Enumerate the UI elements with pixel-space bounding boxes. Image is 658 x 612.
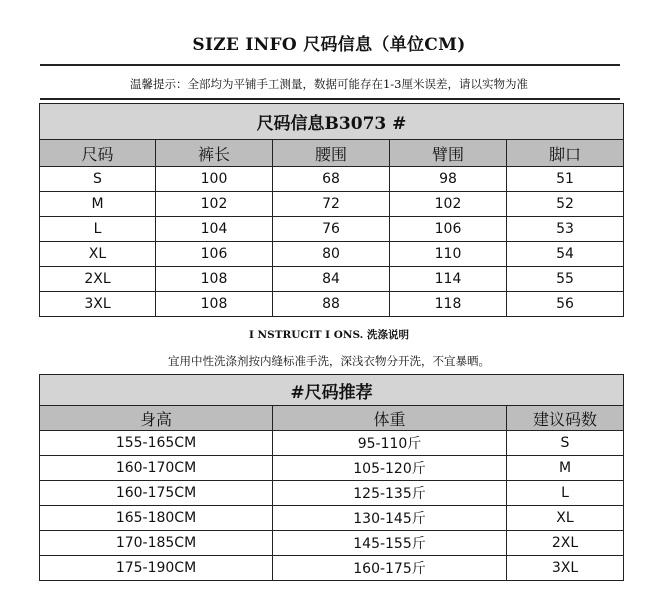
column-header: 体重 [273,406,507,431]
table-cell: 145-155斤 [273,531,507,556]
column-header: 腰围 [273,140,390,167]
table-cell: 68 [273,167,390,192]
column-header: 臂围 [390,140,507,167]
table-cell: 160-170CM [40,456,273,481]
table-row [40,506,624,531]
table-cell: 104 [156,217,273,242]
table-cell: 2XL [40,267,156,292]
table-row [40,267,624,292]
table-cell: 114 [390,267,507,292]
table-row [40,531,624,556]
column-header: 尺码 [40,140,156,167]
table-cell: 3XL [40,292,156,317]
table-cell: 108 [156,292,273,317]
table-cell: 160-175斤 [273,556,507,581]
table-cell: 76 [273,217,390,242]
table-cell: 53 [507,217,624,242]
table-cell: 160-175CM [40,481,273,506]
table-row [40,456,624,481]
table-cell: 125-135斤 [273,481,507,506]
table-row [40,167,624,192]
wash-note: 宜用中性洗涤剂按内缝标准手洗，深浅衣物分开洗，不宜暴晒。 [168,354,490,368]
instructions-title: I NSTRUCIT I ONS. 洗涤说明 [248,329,409,341]
size-info-table [39,103,624,317]
table-cell: 95-110斤 [273,431,507,456]
table-cell: 118 [390,292,507,317]
table-row [40,292,624,317]
table-cell: 110 [390,242,507,267]
table-cell: 3XL [507,556,624,581]
table-row [40,192,624,217]
page-title: SIZE INFO 尺码信息（单位CM) [192,35,466,55]
table-cell: S [40,167,156,192]
table-cell: 130-145斤 [273,506,507,531]
recommend-table-header-row [40,406,624,431]
table-cell: 51 [507,167,624,192]
table-cell: 56 [507,292,624,317]
table-cell: 102 [390,192,507,217]
table-cell: 98 [390,167,507,192]
table-cell: 54 [507,242,624,267]
table-cell: M [40,192,156,217]
table-cell: XL [507,506,624,531]
table-cell: 155-165CM [40,431,273,456]
table-cell: 170-185CM [40,531,273,556]
table-cell: 72 [273,192,390,217]
table-cell: 175-190CM [40,556,273,581]
table-row [40,481,624,506]
table-cell: 106 [156,242,273,267]
table-cell: 102 [156,192,273,217]
table-cell: 165-180CM [40,506,273,531]
column-header: 建议码数 [507,406,624,431]
recommend-table-caption: #尺码推荐 [40,375,624,406]
column-header: 脚口 [507,140,624,167]
table-cell: 80 [273,242,390,267]
table-cell: XL [40,242,156,267]
table-cell: 88 [273,292,390,317]
table-cell: M [507,456,624,481]
table-cell: S [507,431,624,456]
notice-divider [40,98,620,100]
table-cell: 100 [156,167,273,192]
table-row [40,556,624,581]
table-row [40,242,624,267]
table-cell: 52 [507,192,624,217]
table-cell: L [507,481,624,506]
table-row [40,217,624,242]
table-cell: 108 [156,267,273,292]
size-recommendation-table [39,374,624,581]
table-cell: 105-120斤 [273,456,507,481]
size-table-caption: 尺码信息B3073 # [40,104,624,140]
table-cell: 2XL [507,531,624,556]
title-divider [40,64,620,66]
table-row [40,431,624,456]
table-cell: 106 [390,217,507,242]
column-header: 裤长 [156,140,273,167]
size-table-header-row [40,140,624,167]
column-header: 身高 [40,406,273,431]
measurement-notice: 温馨提示：全部均为平铺手工测量，数据可能存在1-3厘米误差，请以实物为准 [129,77,528,91]
table-cell: L [40,217,156,242]
table-cell: 84 [273,267,390,292]
table-cell: 55 [507,267,624,292]
